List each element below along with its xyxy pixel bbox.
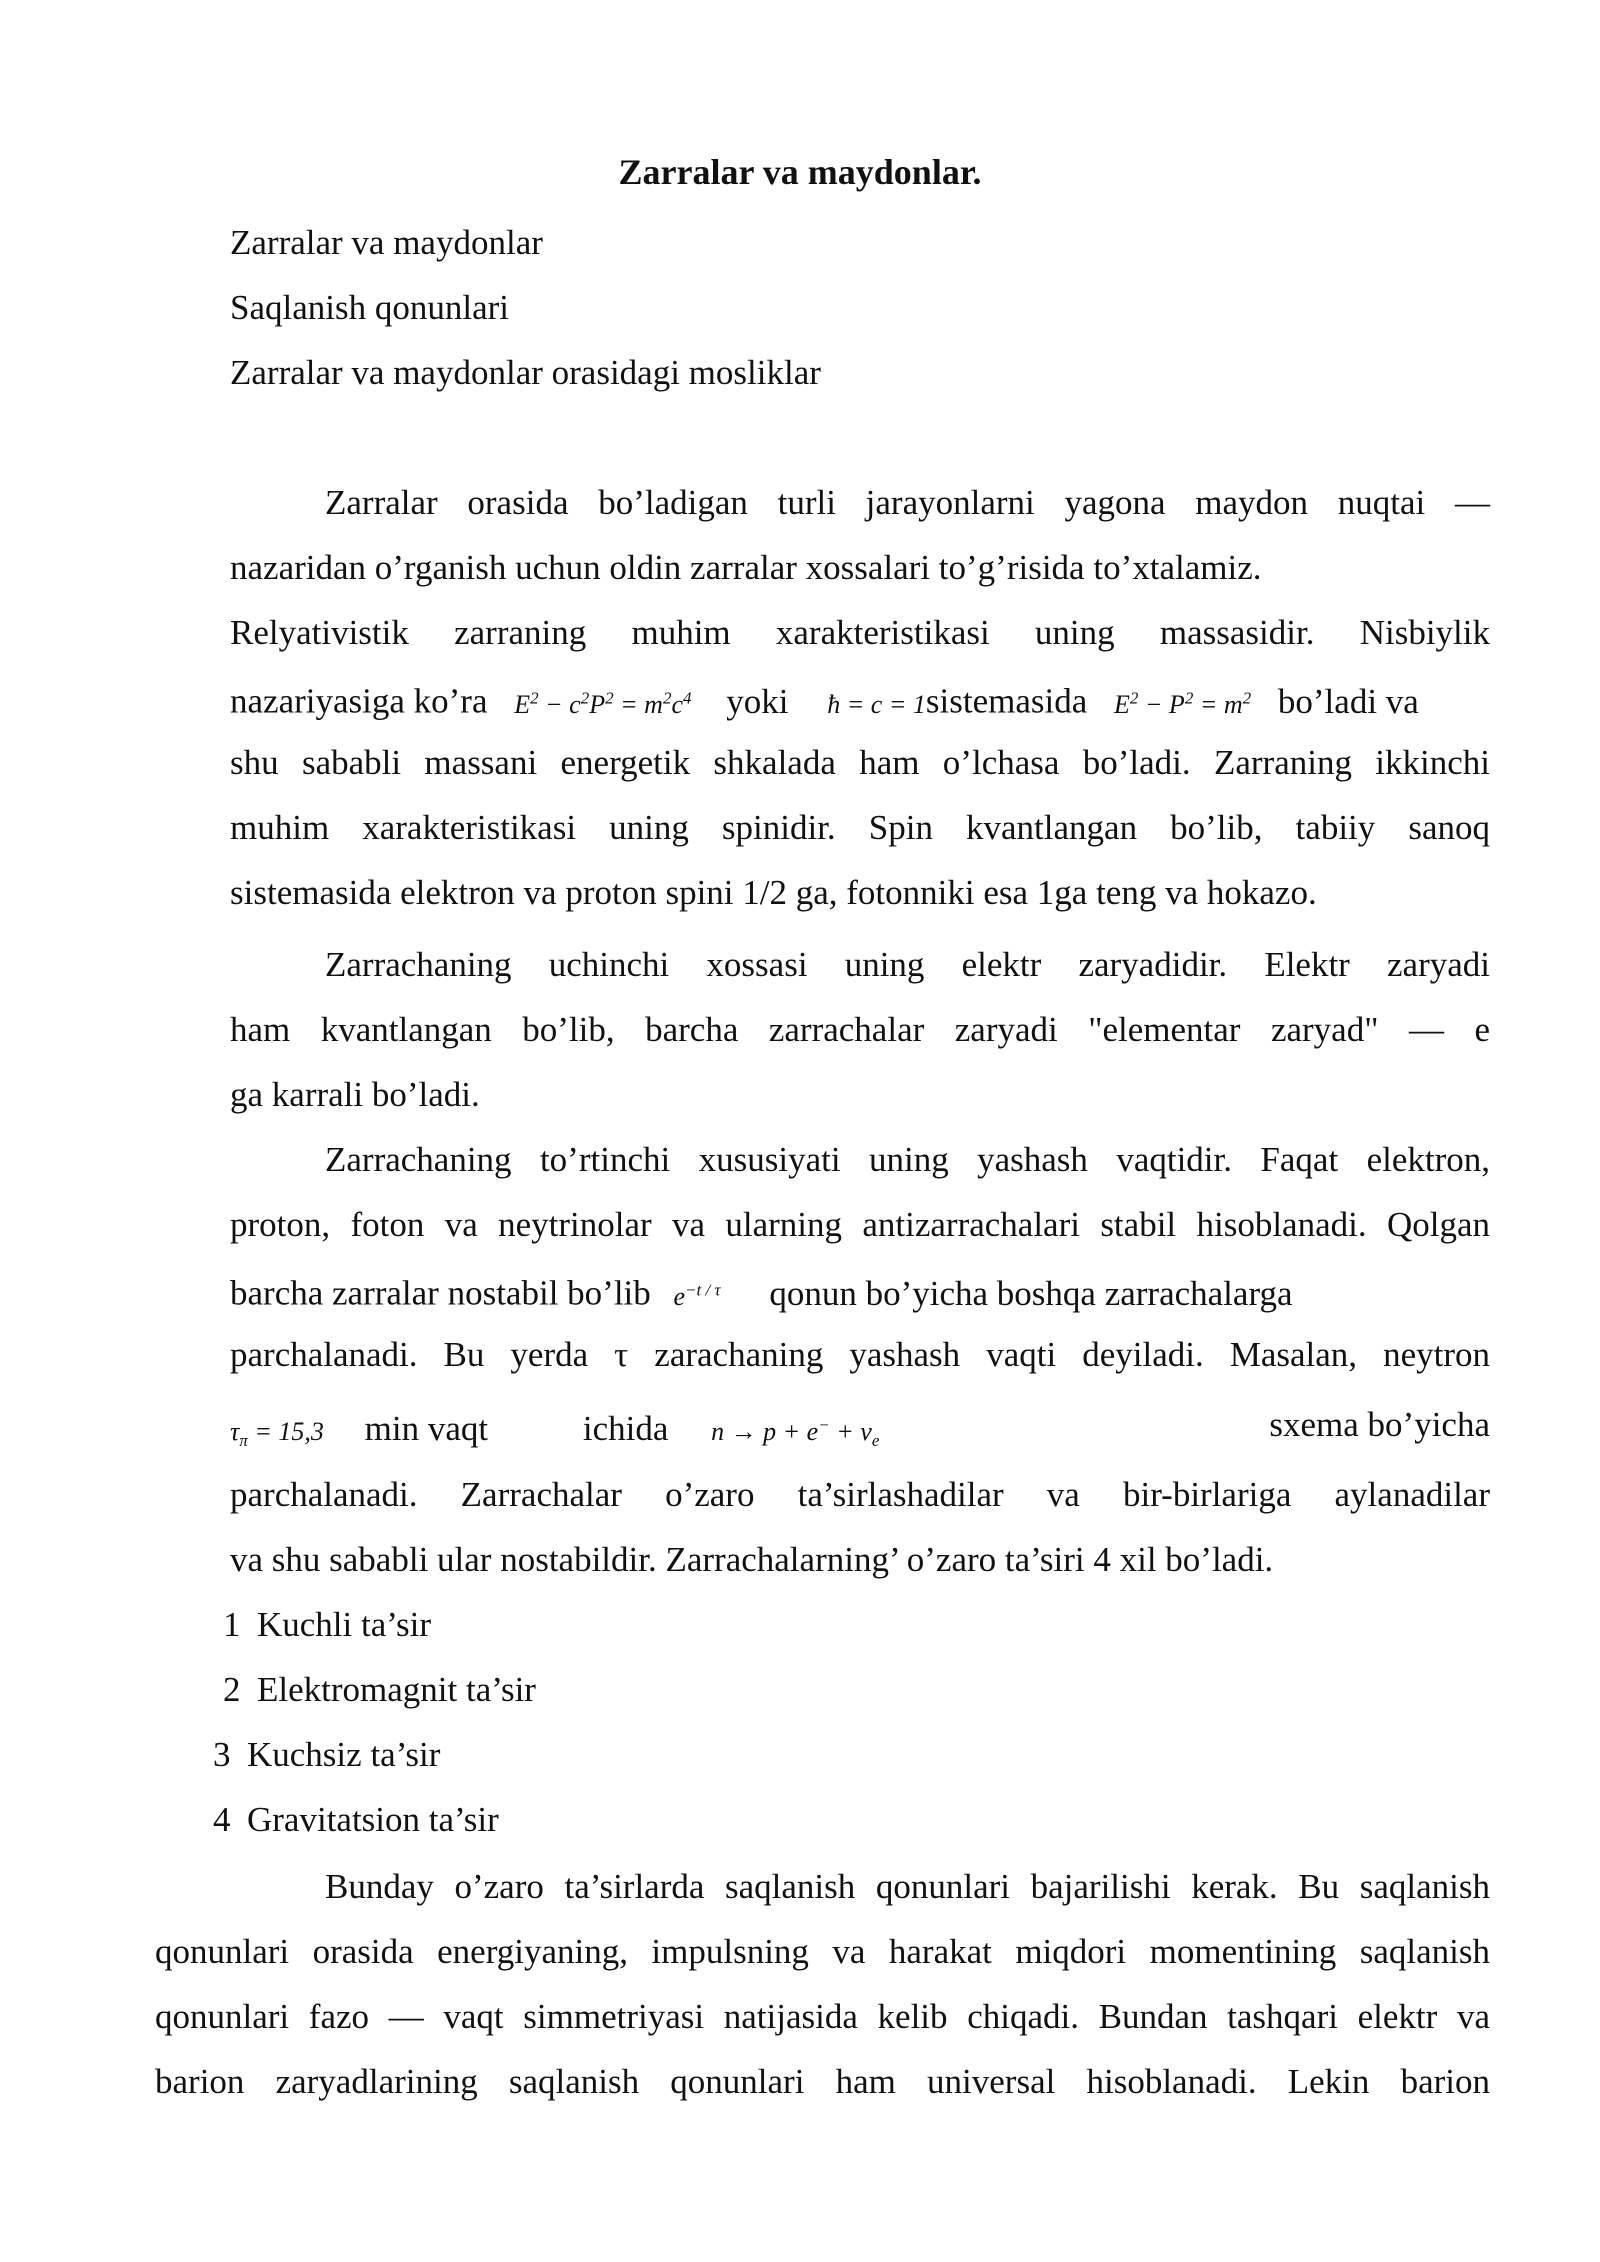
paragraph-line: Zarrachaning to’rtinchi xususiyati uning yashash vaqtidir. Faqat elektron,	[325, 1140, 1490, 1179]
list-number: 3	[213, 1735, 231, 1774]
outline-item: Zarralar va maydonlar orasidagi mosliklar	[230, 353, 821, 392]
text-fragment: bo’ladi va	[1277, 681, 1419, 721]
paragraph-line: sistemasida elektron va proton spini 1/2 ga, fotonniki esa 1ga teng va hokazo.	[230, 873, 1317, 912]
paragraph-line: muhim xarakteristikasi uning spinidir. Spin kvantlangan bo’lib, tabiiy sanoq	[230, 808, 1490, 847]
list-number: 1	[223, 1605, 241, 1644]
page-title: Zarralar va maydonlar.	[618, 152, 982, 192]
list-item	[213, 1795, 499, 1845]
text-fragment: barcha zarralar nostabil bo’lib	[230, 1273, 651, 1313]
formula-decay-law: $e^{-t / \tau}$	[673, 1280, 721, 1311]
list-item	[223, 1600, 431, 1650]
paragraph-line: parchalanadi. Bu yerda τ zarachaning yashash vaqti deyiladi. Masalan, neytron	[230, 1335, 1490, 1374]
paragraph-line: Relyativistik zarraning muhim xarakteristikasi uning massasidir. Nisbiylik	[230, 613, 1490, 652]
text-fragment: sistemasida	[925, 681, 1088, 721]
list-number: 4	[213, 1800, 231, 1839]
paragraph-line: ham kvantlangan bo’lib, barcha zarrachalar zaryadi "elementar zaryad" — e	[230, 1010, 1490, 1049]
paragraph-line: proton, foton va neytrinolar va ularning antizarrachalari stabil hisoblanadi. Qolgan	[230, 1205, 1490, 1244]
text-fragment: ichida	[582, 1408, 669, 1448]
paragraph-line: Zarralar orasida bo’ladigan turli jarayonlarni yagona maydon nuqtai —	[325, 483, 1490, 522]
formula-lifetime: $\tau_\pi = 15,3$	[230, 1416, 324, 1450]
list-label: Kuchsiz ta’sir	[247, 1735, 441, 1774]
list-item	[223, 1665, 536, 1715]
list-label: Gravitatsion ta’sir	[247, 1800, 499, 1839]
list-label: Kuchli ta’sir	[257, 1605, 431, 1644]
text-fragment: min vaqt	[364, 1408, 489, 1448]
text-fragment: sxema bo’yicha	[1269, 1405, 1490, 1444]
text-fragment: yoki	[726, 681, 789, 721]
paragraph-line-with-formulas	[230, 1400, 1490, 1466]
paragraph-line: qonunlari fazo — vaqt simmetriyasi natijasida kelib chiqadi. Bundan tashqari elektr va	[155, 1997, 1490, 2036]
paragraph-line: parchalanadi. Zarrachalar o’zaro ta’sirlashadilar va bir-birlariga aylanadilar	[230, 1475, 1490, 1514]
list-label: Elektromagnit ta’sir	[257, 1670, 536, 1709]
text-fragment: qonun bo’yicha boshqa zarrachalarga	[769, 1273, 1293, 1313]
paragraph-line: qonunlari orasida energiyaning, impulsning va harakat miqdori momentining saqlanish	[155, 1932, 1490, 1971]
formula-units: ħ = c = 1	[827, 689, 926, 719]
paragraph-line-with-formula	[230, 1265, 1490, 1322]
outline-item: Saqlanish qonunlari	[230, 288, 509, 327]
list-item	[213, 1730, 440, 1780]
paragraph-line: Zarrachaning uchinchi xossasi uning elektr zaryadidir. Elektr zaryadi	[325, 945, 1490, 984]
paragraph-line: va shu sababli ular nostabildir. Zarrachalarning’ o’zaro ta’siri 4 xil bo’ladi.	[230, 1540, 1274, 1579]
paragraph-line: barion zaryadlarining saqlanish qonunlari ham universal hisoblanadi. Lekin barion	[155, 2062, 1490, 2101]
outline-item: Zarralar va maydonlar	[230, 223, 543, 262]
paragraph-line: nazaridan o’rganish uchun oldin zarralar xossalari to’g’risida to’xtalamiz.	[230, 548, 1262, 587]
paragraph-line: ga karrali bo’ladi.	[230, 1075, 480, 1114]
formula-energy-mass: $E^2 - c^2P^2 = m^2c^4$	[514, 688, 692, 719]
paragraph-line-with-formulas	[230, 673, 1490, 730]
text-fragment: nazariyasiga ko’ra	[230, 681, 488, 721]
list-number: 2	[223, 1670, 241, 1709]
paragraph-line: Bunday o’zaro ta’sirlarda saqlanish qonunlari bajarilishi kerak. Bu saqlanish	[325, 1867, 1490, 1906]
formula-decay-scheme: $n \to p + e^- + \nu_e$	[711, 1415, 880, 1450]
formula-energy-mass-natural: $E^2 - P^2 = m^2$	[1114, 688, 1252, 719]
paragraph-line: shu sababli massani energetik shkalada ham o’lchasa bo’ladi. Zarraning ikkinchi	[230, 743, 1490, 782]
